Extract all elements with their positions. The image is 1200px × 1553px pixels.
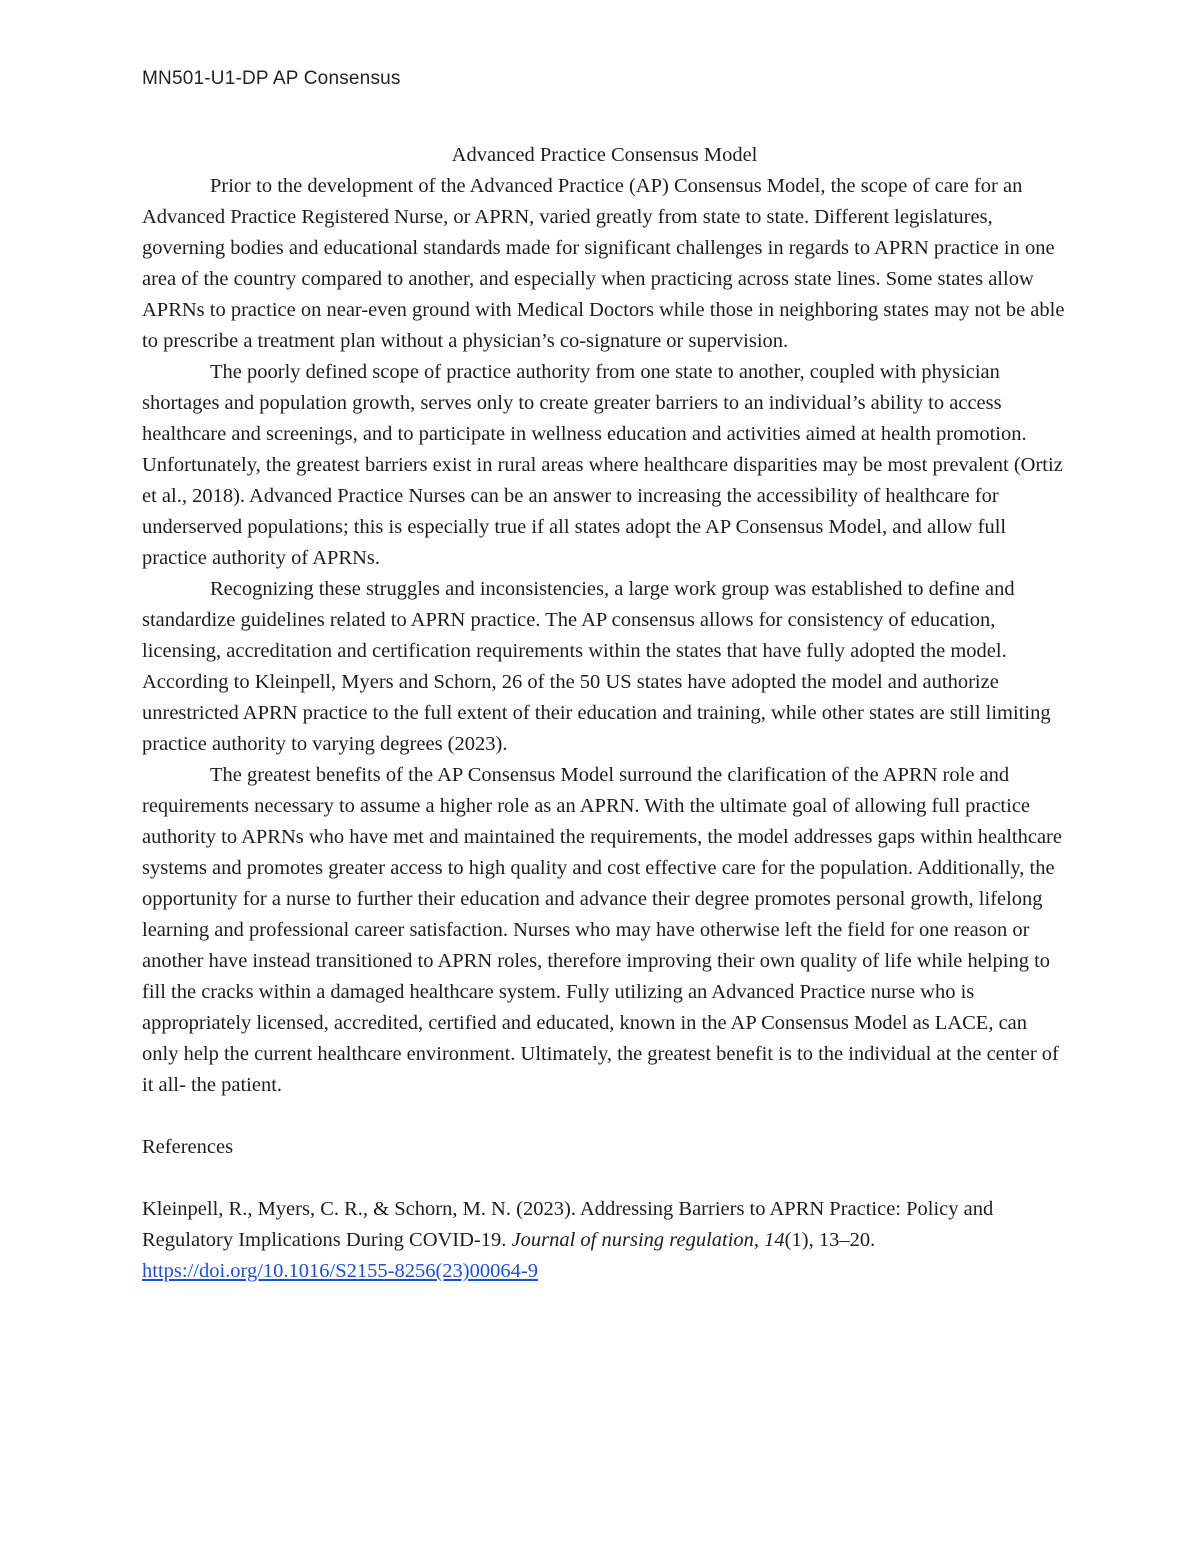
reference-separator: , [753, 1229, 765, 1251]
document-body [142, 140, 1067, 1287]
reference-journal: Journal of nursing regulation [511, 1229, 754, 1251]
paragraph-4: The greatest benefits of the AP Consensus Model surround the clarification of the APRN role and requirements necessary to assume a higher role as an APRN. With the ultimate goal of allowing full practice authority to APRNs who have met and maintained the requirements, the model addresses gaps within healthcare systems and promotes greater access to high quality and cost effective care for the population. Additionally, the opportunity for a nurse to further their education and advance their degree promotes personal growth, lifelong learning and professional career satisfaction. Nurses who may have otherwise left the field for one reason or another have instead transitioned to APRN roles, therefore improving their own quality of life while helping to fill the cracks within a damaged healthcare system. Fully utilizing an Advanced Practice nurse who is appropriately licensed, accredited, certified and educated, known in the AP Consensus Model as LACE, can only help the current healthcare environment. Ultimately, the greatest benefit is to the individual at the center of it all- the patient. [142, 764, 1062, 1096]
paragraph-2: The poorly defined scope of practice authority from one state to another, coupled with physician shortages and population growth, serves only to create greater barriers to an individual’s ability to access healthcare and screenings, and to participate in wellness education and activities aimed at health promotion. Unfortunately, the greatest barriers exist in rural areas where healthcare disparities may be most prevalent (Ortiz et al., 2018). Advanced Practice Nurses can be an answer to increasing the accessibility of healthcare for underserved populations; this is especially true if all states adopt the AP Consensus Model, and allow full practice authority of APRNs. [142, 361, 1063, 569]
reference-entry [142, 1194, 1067, 1287]
document-title: Advanced Practice Consensus Model [451, 144, 758, 166]
reference-issue-pages: (1), 13–20. [784, 1229, 876, 1251]
reference-volume: 14 [764, 1229, 785, 1251]
paragraph-3: Recognizing these struggles and inconsistencies, a large work group was established to define and standardize guidelines related to APRN practice. The AP consensus allows for consistency of education, licensing, accreditation and certification requirements within the states that have fully adopted the model. According to Kleinpell, Myers and Schorn, 26 of the 50 US states have adopted the model and authorize unrestricted APRN practice to the full extent of their education and training, while other states are still limiting practice authority to varying degrees (2023). [142, 578, 1051, 755]
reference-authors-title: Kleinpell, R., Myers, C. R., & Schorn, M. N. (2023). Addressing Barriers to APRN Practice: Policy and Regulatory Implications During COVID-19. [142, 1198, 994, 1251]
references-heading: References [142, 1136, 234, 1158]
reference-doi-link[interactable]: https://doi.org/10.1016/S2155-8256(23)00064-9 [142, 1260, 538, 1282]
paragraph-1: Prior to the development of the Advanced Practice (AP) Consensus Model, the scope of care for an Advanced Practice Registered Nurse, or APRN, varied greatly from state to state. Different legislatures, governing bodies and educational standards made for significant challenges in regards to APRN practice in one area of the country compared to another, and especially when practicing across state lines. Some states allow APRNs to practice on near-even ground with Medical Doctors while those in neighboring states may not be able to prescribe a treatment plan without a physician’s co-signature or supervision. [142, 175, 1065, 352]
page-header: MN501-U1-DP AP Consensus [142, 68, 401, 89]
